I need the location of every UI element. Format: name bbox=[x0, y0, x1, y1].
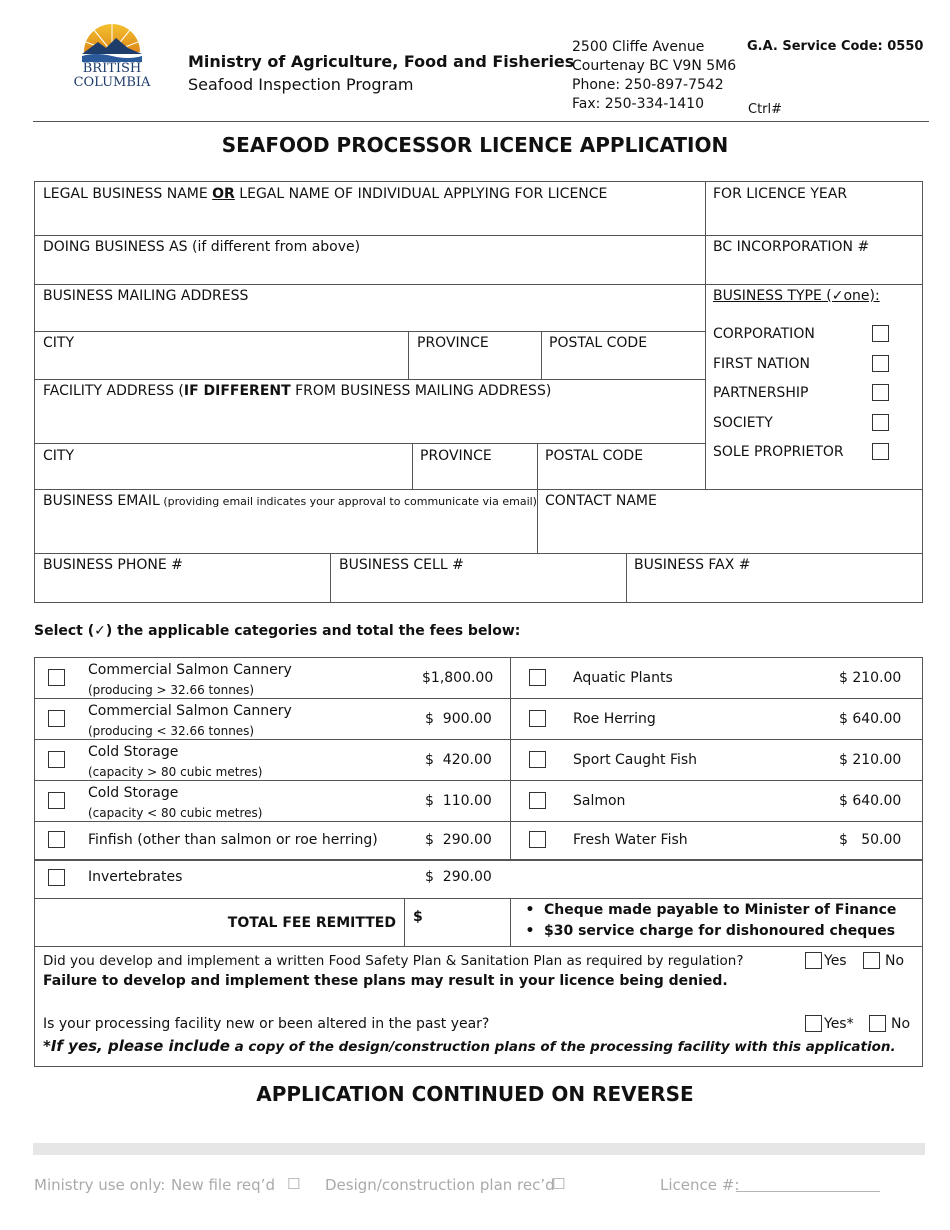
food-safety-yes-checkbox[interactable] bbox=[805, 952, 822, 969]
fee-name: Commercial Salmon Cannery bbox=[88, 662, 292, 678]
city-field-2[interactable]: CITY bbox=[43, 448, 75, 464]
fee-name: Salmon bbox=[573, 793, 626, 809]
fee-amount: $ 110.00 bbox=[425, 793, 492, 809]
sun-mountain-icon bbox=[80, 18, 144, 62]
fee-subtext: (capacity > 80 cubic metres) bbox=[88, 765, 263, 779]
fee-subtext: (capacity < 80 cubic metres) bbox=[88, 806, 263, 820]
fee-name: Commercial Salmon Cannery bbox=[88, 703, 292, 719]
fee-amount: $ 50.00 bbox=[839, 832, 902, 848]
ministry-name: Ministry of Agriculture, Food and Fisheries bbox=[188, 52, 575, 71]
fee-subtext: (producing > 32.66 tonnes) bbox=[88, 683, 255, 697]
divider bbox=[34, 859, 923, 861]
divider bbox=[705, 284, 923, 285]
business-type-corporation: CORPORATION bbox=[713, 326, 815, 342]
divider bbox=[510, 898, 511, 946]
food-safety-no-label: No bbox=[885, 953, 905, 969]
first-nation-checkbox[interactable] bbox=[872, 355, 889, 372]
province-field-2[interactable]: PROVINCE bbox=[420, 448, 492, 464]
fee-name: Aquatic Plants bbox=[573, 670, 673, 686]
fee-amount: $ 640.00 bbox=[839, 711, 902, 727]
fee-checkbox-cannery-large[interactable] bbox=[48, 669, 65, 686]
legal-name-label[interactable] bbox=[43, 185, 607, 203]
corporation-checkbox[interactable] bbox=[872, 325, 889, 342]
mailing-address-field[interactable]: BUSINESS MAILING ADDRESS bbox=[43, 288, 249, 304]
divider bbox=[34, 489, 923, 490]
divider bbox=[537, 489, 538, 553]
legal-name-text-a: LEGAL BUSINESS NAME bbox=[43, 186, 213, 202]
business-type-first-nation: FIRST NATION bbox=[713, 356, 810, 372]
divider bbox=[537, 443, 538, 489]
fee-amount: $ 290.00 bbox=[425, 832, 492, 848]
divider bbox=[34, 284, 706, 285]
licence-year-field[interactable]: FOR LICENCE YEAR bbox=[713, 186, 848, 202]
food-safety-no-checkbox[interactable] bbox=[863, 952, 880, 969]
divider bbox=[34, 443, 706, 444]
divider bbox=[541, 331, 542, 379]
design-plan-label: Design/construction plan rec’d bbox=[325, 1176, 555, 1194]
facility-note-rest: a copy of the design/construction plans of the processing facility with this application. bbox=[229, 1039, 896, 1055]
fee-checkbox-finfish[interactable] bbox=[48, 831, 65, 848]
divider bbox=[404, 898, 405, 946]
fee-checkbox-cold-storage-large[interactable] bbox=[48, 751, 65, 768]
divider bbox=[34, 235, 706, 236]
fee-amount: $1,800.00 bbox=[422, 670, 494, 686]
payment-note-1-text: Cheque made payable to Minister of Finance bbox=[544, 902, 897, 918]
divider bbox=[626, 553, 627, 603]
facility-altered-no-label: No bbox=[891, 1016, 911, 1032]
business-phone-field[interactable]: BUSINESS PHONE # bbox=[43, 557, 183, 573]
legal-name-or: OR bbox=[212, 186, 235, 202]
facility-text-a: FACILITY ADDRESS ( bbox=[43, 383, 184, 399]
fee-amount: $ 900.00 bbox=[425, 711, 492, 727]
doing-business-as-field[interactable]: DOING BUSINESS AS (if different from above) bbox=[43, 239, 361, 255]
office-fax: Fax: 250-334-1410 bbox=[572, 96, 704, 112]
divider bbox=[34, 553, 923, 554]
address-line1: 2500 Cliffe Avenue bbox=[572, 39, 705, 55]
partnership-checkbox[interactable] bbox=[872, 384, 889, 401]
logo-text-columbia: COLUMBIA bbox=[73, 75, 151, 90]
business-email-field[interactable] bbox=[43, 492, 537, 511]
contact-name-field[interactable]: CONTACT NAME bbox=[545, 493, 657, 509]
society-checkbox[interactable] bbox=[872, 414, 889, 431]
fee-name: Roe Herring bbox=[573, 711, 656, 727]
service-code: G.A. Service Code: 0550 bbox=[747, 39, 924, 54]
divider bbox=[412, 443, 413, 489]
fee-name: Invertebrates bbox=[88, 869, 183, 885]
postal-code-field-2[interactable]: POSTAL CODE bbox=[545, 448, 644, 464]
licence-number-label: Licence #: bbox=[660, 1176, 740, 1194]
city-field-1[interactable]: CITY bbox=[43, 335, 75, 351]
business-cell-field[interactable]: BUSINESS CELL # bbox=[339, 557, 464, 573]
divider bbox=[34, 379, 706, 380]
office-address bbox=[572, 38, 736, 114]
legal-name-text-b: LEGAL NAME OF INDIVIDUAL APPLYING FOR LICENCE bbox=[234, 186, 608, 202]
facility-address-field[interactable] bbox=[43, 382, 551, 400]
divider bbox=[408, 331, 409, 379]
logo-text-british: BRITISH bbox=[82, 61, 142, 76]
payment-note-2 bbox=[516, 922, 895, 940]
fees-instruction: Select (✓) the applicable categories and total the fees below: bbox=[34, 623, 521, 639]
fee-amount: $ 290.00 bbox=[425, 869, 492, 885]
fee-name: Fresh Water Fish bbox=[573, 832, 688, 848]
facility-altered-question: Is your processing facility new or been altered in the past year? bbox=[43, 1016, 490, 1032]
divider bbox=[34, 331, 706, 332]
food-safety-yes-label: Yes bbox=[824, 953, 847, 969]
fee-name: Cold Storage bbox=[88, 785, 179, 801]
ministry-use-bar bbox=[33, 1143, 925, 1155]
fee-checkbox-aquatic-plants[interactable] bbox=[529, 669, 546, 686]
facility-altered-note bbox=[43, 1037, 896, 1056]
new-file-checkbox[interactable]: ☐ bbox=[287, 1175, 301, 1193]
business-type-heading: BUSINESS TYPE (✓one): bbox=[713, 288, 880, 304]
ministry-use-label: Ministry use only: bbox=[34, 1176, 166, 1194]
ctrl-number: Ctrl# bbox=[748, 102, 783, 117]
licence-number-field[interactable]: ________________________ bbox=[736, 1178, 880, 1192]
facility-altered-yes-checkbox[interactable] bbox=[805, 1015, 822, 1032]
fee-checkbox-roe-herring[interactable] bbox=[529, 710, 546, 727]
facility-altered-yes-label: Yes* bbox=[824, 1016, 854, 1032]
divider bbox=[510, 657, 511, 860]
province-field-1[interactable]: PROVINCE bbox=[417, 335, 489, 351]
business-type-society: SOCIETY bbox=[713, 415, 773, 431]
fee-amount: $ 420.00 bbox=[425, 752, 492, 768]
fee-checkbox-cannery-small[interactable] bbox=[48, 710, 65, 727]
fee-name: Finfish (other than salmon or roe herring) bbox=[88, 832, 378, 848]
fee-name: Cold Storage bbox=[88, 744, 179, 760]
header-divider bbox=[33, 121, 929, 122]
payment-note-2-text: $30 service charge for dishonoured cheques bbox=[544, 923, 896, 939]
sole-proprietor-checkbox[interactable] bbox=[872, 443, 889, 460]
divider bbox=[705, 235, 923, 236]
form-title: SEAFOOD PROCESSOR LICENCE APPLICATION bbox=[221, 133, 729, 157]
fee-checkbox-salmon[interactable] bbox=[529, 792, 546, 809]
fee-amount: $ 640.00 bbox=[839, 793, 902, 809]
food-safety-warning: Failure to develop and implement these plans may result in your licence being denied. bbox=[43, 973, 728, 989]
address-line2: Courtenay BC V9N 5M6 bbox=[572, 58, 737, 74]
design-plan-checkbox[interactable]: ☐ bbox=[552, 1175, 566, 1193]
fee-subtext: (producing < 32.66 tonnes) bbox=[88, 724, 255, 738]
divider bbox=[330, 553, 331, 603]
new-file-label: New file req’d bbox=[171, 1176, 275, 1194]
office-phone: Phone: 250-897-7542 bbox=[572, 77, 724, 93]
divider bbox=[34, 898, 923, 899]
email-label: BUSINESS EMAIL bbox=[43, 493, 160, 509]
continued-notice: APPLICATION CONTINUED ON REVERSE bbox=[256, 1082, 694, 1106]
food-safety-question: Did you develop and implement a written Food Safety Plan & Sanitation Plan as required by regulation? bbox=[43, 953, 744, 969]
fee-checkbox-sport-caught-fish[interactable] bbox=[529, 751, 546, 768]
fee-checkbox-cold-storage-small[interactable] bbox=[48, 792, 65, 809]
bc-incorporation-field[interactable]: BC INCORPORATION # bbox=[713, 239, 870, 255]
email-note: (providing email indicates your approval to communicate via email) bbox=[159, 495, 537, 508]
facility-text-bold: IF DIFFERENT bbox=[183, 383, 291, 399]
business-type-partnership: PARTNERSHIP bbox=[713, 385, 809, 401]
fee-checkbox-fresh-water-fish[interactable] bbox=[529, 831, 546, 848]
fee-checkbox-invertebrates[interactable] bbox=[48, 869, 65, 886]
fee-amount: $ 210.00 bbox=[839, 670, 902, 686]
bc-logo bbox=[72, 18, 152, 92]
bullet-icon: • bbox=[525, 923, 535, 939]
bullet-icon: • bbox=[525, 902, 535, 918]
facility-text-b: FROM BUSINESS MAILING ADDRESS) bbox=[290, 383, 552, 399]
program-name: Seafood Inspection Program bbox=[188, 75, 414, 94]
business-type-sole-proprietor: SOLE PROPRIETOR bbox=[713, 444, 844, 460]
facility-note-lead: *If yes, please include bbox=[43, 1037, 230, 1055]
fee-name: Sport Caught Fish bbox=[573, 752, 698, 768]
postal-code-field-1[interactable]: POSTAL CODE bbox=[549, 335, 648, 351]
fee-amount: $ 210.00 bbox=[839, 752, 902, 768]
total-fee-input[interactable]: $ bbox=[413, 909, 423, 925]
payment-note-1 bbox=[516, 901, 896, 919]
facility-altered-no-checkbox[interactable] bbox=[869, 1015, 886, 1032]
divider bbox=[34, 946, 923, 947]
business-fax-field[interactable]: BUSINESS FAX # bbox=[634, 557, 751, 573]
total-fee-label: TOTAL FEE REMITTED bbox=[227, 915, 396, 931]
